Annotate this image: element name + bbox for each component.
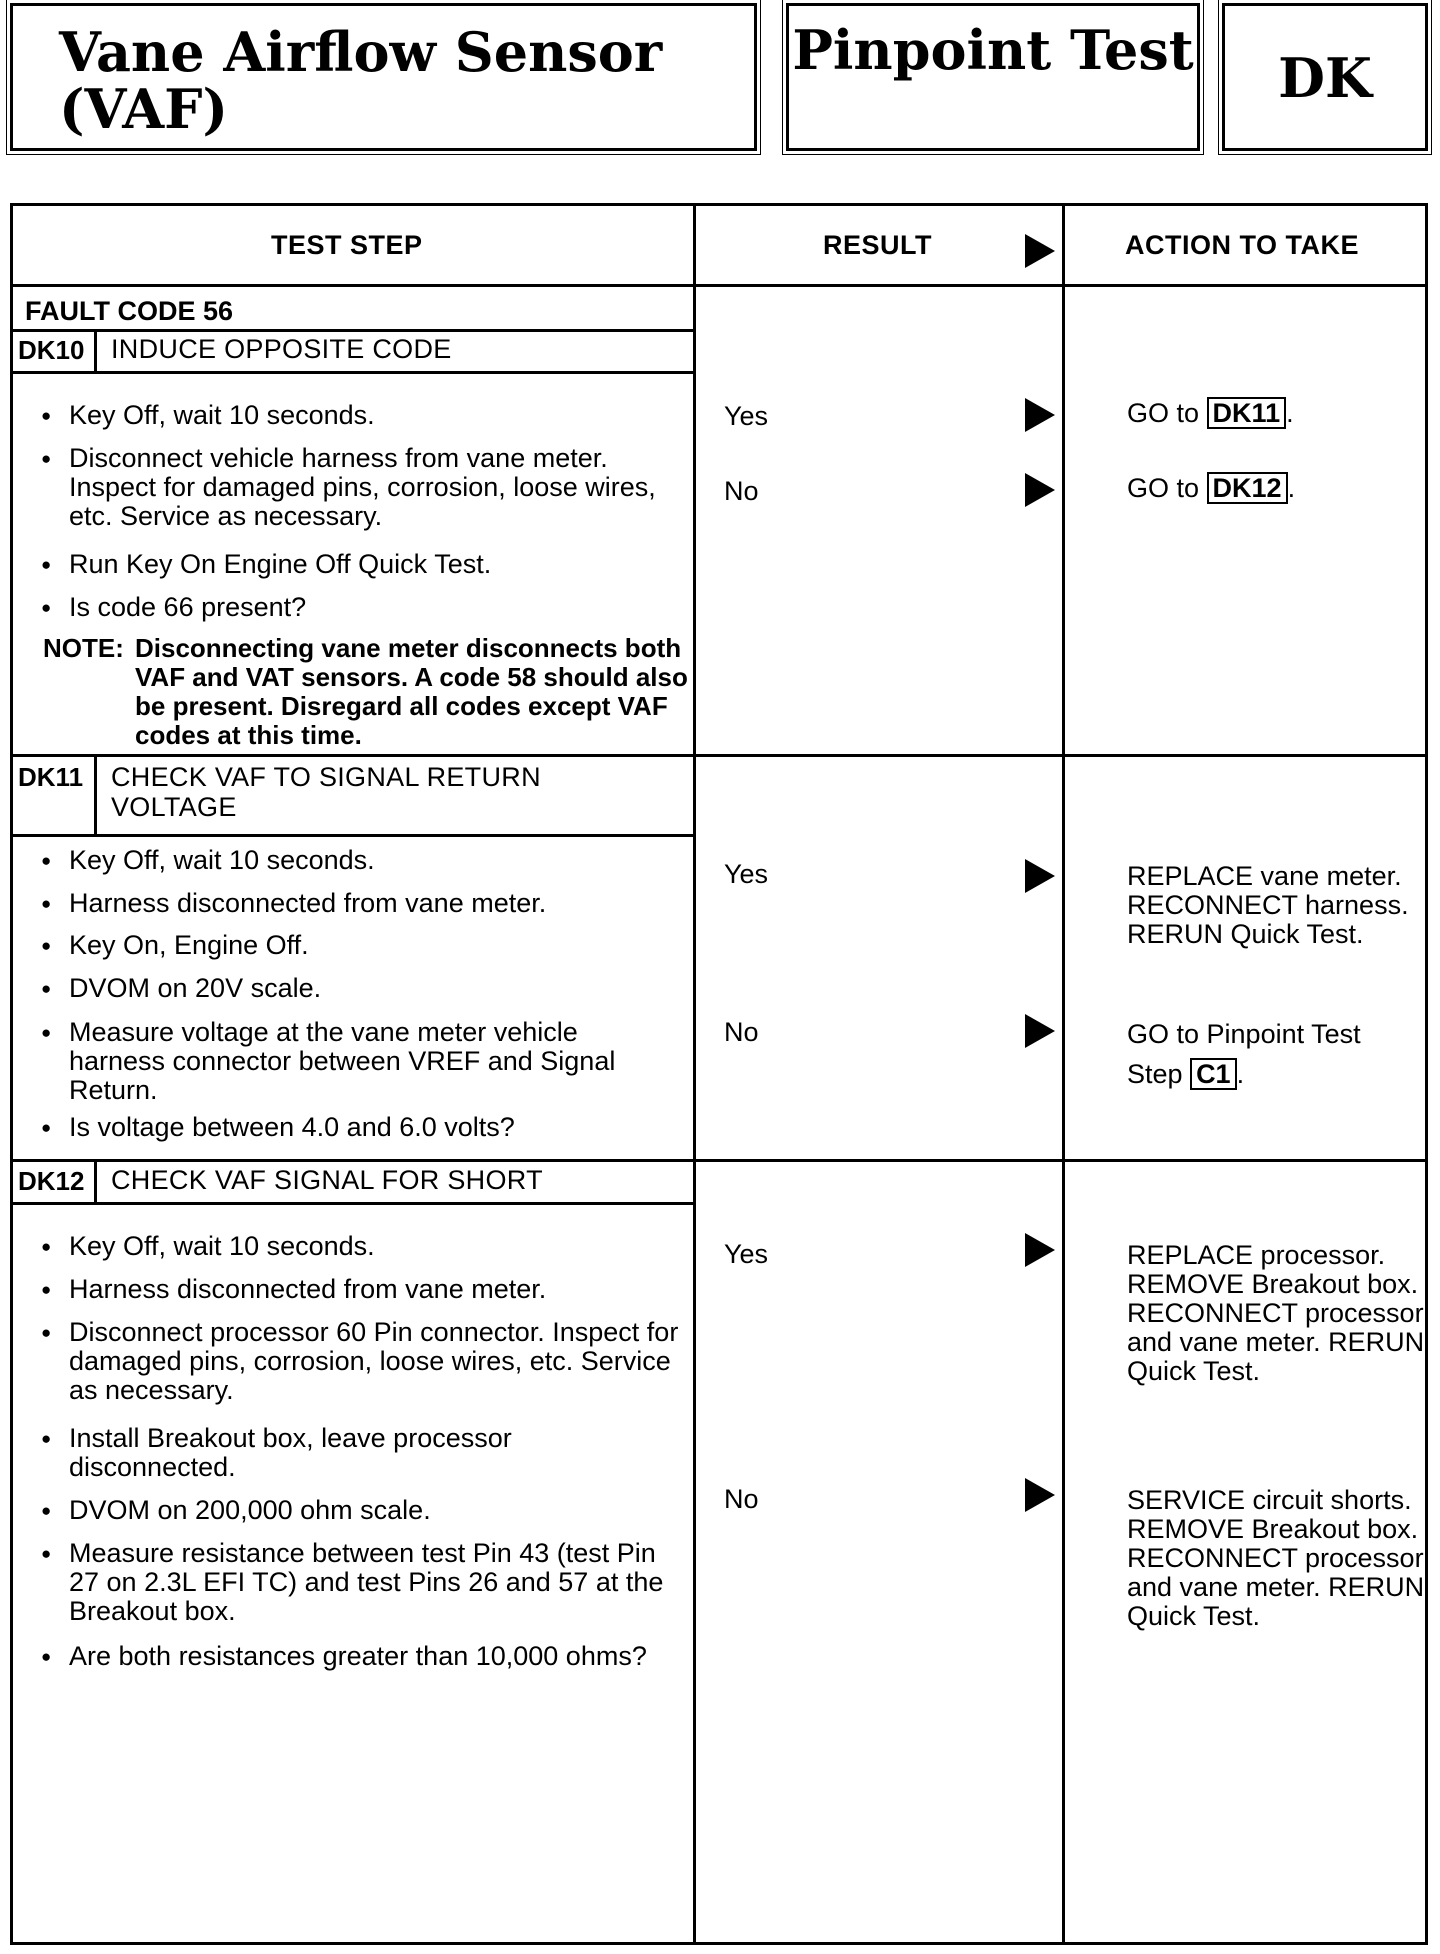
column-divider xyxy=(1062,206,1065,1942)
list-item: ● Harness disconnected from vane meter. xyxy=(37,889,689,918)
title-box xyxy=(10,3,757,151)
step-title: CHECK VAF SIGNAL FOR SHORT xyxy=(111,1165,543,1195)
action-text: GO to Pinpoint Test Step C1 . xyxy=(1127,1019,1361,1089)
action-text: GO to DK11 . xyxy=(1127,398,1294,428)
step-reference: DK12 xyxy=(1207,472,1288,504)
arrow-icon xyxy=(1025,1478,1055,1512)
arrow-icon xyxy=(1025,473,1055,507)
arrow-icon xyxy=(1025,234,1055,268)
list-item: ● Key On, Engine Off. xyxy=(37,931,689,960)
test-type-label: Pinpoint Test xyxy=(792,18,1194,82)
fault-code: FAULT CODE 56 xyxy=(25,296,234,326)
step-number: DK10 xyxy=(18,335,85,365)
list-item: ● Key Off, wait 10 seconds. xyxy=(37,401,689,430)
list-item: ● Harness disconnected from vane meter. xyxy=(37,1275,689,1304)
arrow-icon xyxy=(1025,859,1055,893)
result-label: No xyxy=(724,1017,759,1047)
list-item: ● Key Off, wait 10 seconds. xyxy=(37,1232,689,1261)
column-header-test-step: TEST STEP xyxy=(271,230,423,260)
list-item: ● Is voltage between 4.0 and 6.0 volts? xyxy=(37,1113,689,1142)
test-type-box xyxy=(786,3,1200,151)
list-item: ● Run Key On Engine Off Quick Test. xyxy=(37,550,689,579)
result-label: No xyxy=(724,476,759,506)
step-number: DK12 xyxy=(18,1166,85,1196)
arrow-icon xyxy=(1025,398,1055,432)
result-label: Yes xyxy=(724,859,769,889)
step-reference: DK11 xyxy=(1207,397,1287,429)
list-item: ● DVOM on 20V scale. xyxy=(37,974,689,1003)
list-item: ● Key Off, wait 10 seconds. xyxy=(37,846,689,875)
test-code-box xyxy=(1222,3,1428,151)
step-number: DK11 xyxy=(18,762,84,792)
arrow-icon xyxy=(1025,1014,1055,1048)
test-code: DK xyxy=(1278,46,1372,110)
step-title: INDUCE OPPOSITE CODE xyxy=(111,334,452,364)
column-header-action: ACTION TO TAKE xyxy=(1125,230,1359,260)
list-item: ● Measure resistance between test Pin 43 (test Pin 27 on 2.3L EFI TC) and test Pins 26 and 57 at the Breakout box. xyxy=(37,1539,689,1626)
step-title: CHECK VAF TO SIGNAL RETURN VOLTAGE xyxy=(111,762,541,822)
list-item: ● Measure voltage at the vane meter vehicle harness connector between VREF and Signal Return. xyxy=(37,1018,669,1105)
arrow-icon xyxy=(1025,1233,1055,1267)
column-header-result: RESULT xyxy=(823,230,932,260)
step-reference: C1 xyxy=(1190,1058,1237,1090)
note-text: Disconnecting vane meter disconnects both VAF and VAT sensors. A code 58 should also be present. Disregard all codes except VAF codes at this time. xyxy=(135,633,688,750)
action-text: SERVICE circuit shorts. REMOVE Breakout box. RECONNECT processor and vane meter. RERUN Quick Test. xyxy=(1127,1485,1425,1631)
list-item: ● Install Breakout box, leave processor disconnected. xyxy=(37,1424,569,1482)
pinpoint-table xyxy=(10,203,1428,1945)
action-text: GO to DK12 . xyxy=(1127,473,1296,503)
list-item: ● Are both resistances greater than 10,000 ohms? xyxy=(37,1642,709,1671)
header-divider xyxy=(13,284,1425,287)
page-title: Vane Airflow Sensor (VAF) xyxy=(59,20,663,141)
result-label: No xyxy=(724,1484,759,1514)
result-label: Yes xyxy=(724,401,769,431)
list-item: ● Disconnect processor 60 Pin connector. Inspect for damaged pins, corrosion, loose wires, etc. Service as necessary. xyxy=(37,1318,689,1405)
action-text: REPLACE vane meter. RECONNECT harness. RERUN Quick Test. xyxy=(1127,861,1409,949)
list-item: ● Disconnect vehicle harness from vane meter. Inspect for damaged pins, corrosion, loose wires, etc. Service as necessary. xyxy=(37,444,669,531)
action-text: REPLACE processor. REMOVE Breakout box. RECONNECT processor and vane meter. RERUN Quick Test. xyxy=(1127,1240,1425,1386)
note-label: NOTE: xyxy=(43,633,124,663)
list-item: ● DVOM on 200,000 ohm scale. xyxy=(37,1496,689,1525)
result-label: Yes xyxy=(724,1239,769,1269)
column-divider xyxy=(693,206,696,1942)
list-item: ● Is code 66 present? xyxy=(37,593,689,622)
